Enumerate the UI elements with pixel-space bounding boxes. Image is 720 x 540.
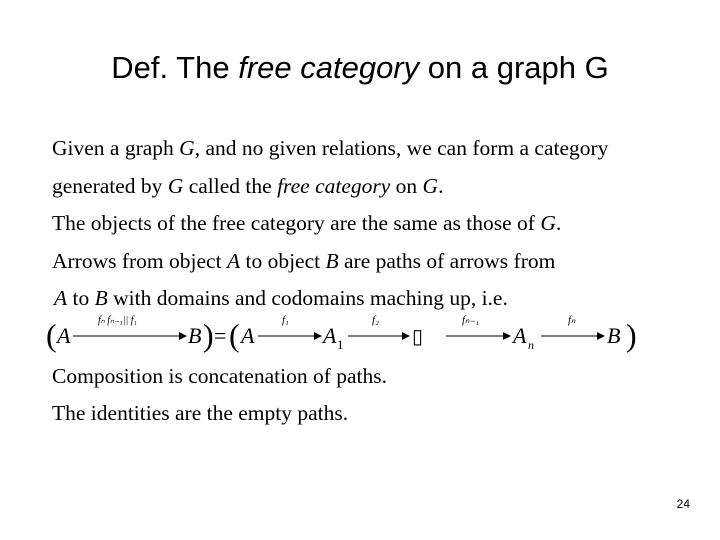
text-run: with domains and codomains maching up, i.e. (107, 286, 508, 310)
body-line-6 (52, 358, 682, 396)
math-variable: G (422, 173, 439, 198)
path-formula-graphic (46, 314, 646, 358)
object-b-path: B (607, 322, 621, 348)
body-line-1 (52, 130, 682, 168)
math-variable: B (325, 248, 339, 273)
body-line-3 (52, 205, 682, 243)
object-a1: A (323, 322, 337, 348)
text-run: on (390, 173, 423, 198)
close-paren-right: ) (626, 316, 637, 353)
close-paren-left: ) (203, 316, 214, 353)
text-run: generated by (52, 173, 168, 198)
open-paren-left: ( (46, 316, 57, 353)
text-run: The objects of the free category are the same as those of (52, 211, 541, 235)
object-a: A (57, 322, 71, 348)
arrow-label-f2: f₂ (372, 313, 379, 326)
arrow-label-fn-minus-1: fₙ₋₁ (462, 313, 480, 326)
math-variable: G (540, 211, 556, 235)
text-run: . (438, 173, 444, 198)
subscript-1: 1 (337, 336, 344, 352)
object-a-path: A (241, 322, 255, 348)
text-run: to (67, 286, 95, 310)
slide-body (46, 130, 682, 433)
body-line-5 (52, 280, 682, 318)
text-run: , and no given relations, we can form a category (194, 136, 609, 160)
object-b: B (188, 322, 202, 348)
math-variable: A (54, 286, 68, 310)
open-paren-right: ( (229, 316, 240, 353)
composite-arrow-label: fₙ fₙ₋₁|| f₁ (98, 314, 138, 326)
text-run: to object (240, 248, 326, 273)
path-formula (46, 313, 682, 358)
slide-title (0, 48, 720, 88)
text-run: called the (183, 173, 278, 198)
body-line-4 (52, 243, 682, 281)
page-number: 24 (676, 497, 690, 511)
body-line-7 (52, 395, 682, 433)
text-run: . (555, 211, 562, 235)
text-run: The identities are the empty paths. (52, 401, 349, 425)
arrow-label-f1: f₁ (282, 313, 289, 326)
emphasis-text: free category (277, 173, 391, 198)
math-variable: B (94, 286, 108, 310)
ellipsis-placeholder: ▯ (412, 325, 424, 348)
text-run: Given a graph (52, 136, 180, 160)
object-an: A (513, 322, 527, 348)
arrow-label-fn: fₙ (568, 313, 576, 326)
math-variable: G (167, 173, 184, 198)
text-run: are paths of arrows from (338, 248, 556, 273)
math-variable: A (226, 248, 241, 273)
title-emphasis: free category (238, 50, 420, 85)
text-run: Arrows from object (52, 248, 227, 273)
subscript-n: n (528, 337, 534, 352)
equals-sign: = (214, 322, 227, 348)
text-run: Composition is concatenation of paths. (52, 363, 387, 388)
math-variable: G (179, 136, 195, 160)
body-line-2 (52, 168, 682, 206)
title-suffix: on a graph G (419, 50, 609, 85)
title-prefix: Def. The (111, 50, 239, 85)
